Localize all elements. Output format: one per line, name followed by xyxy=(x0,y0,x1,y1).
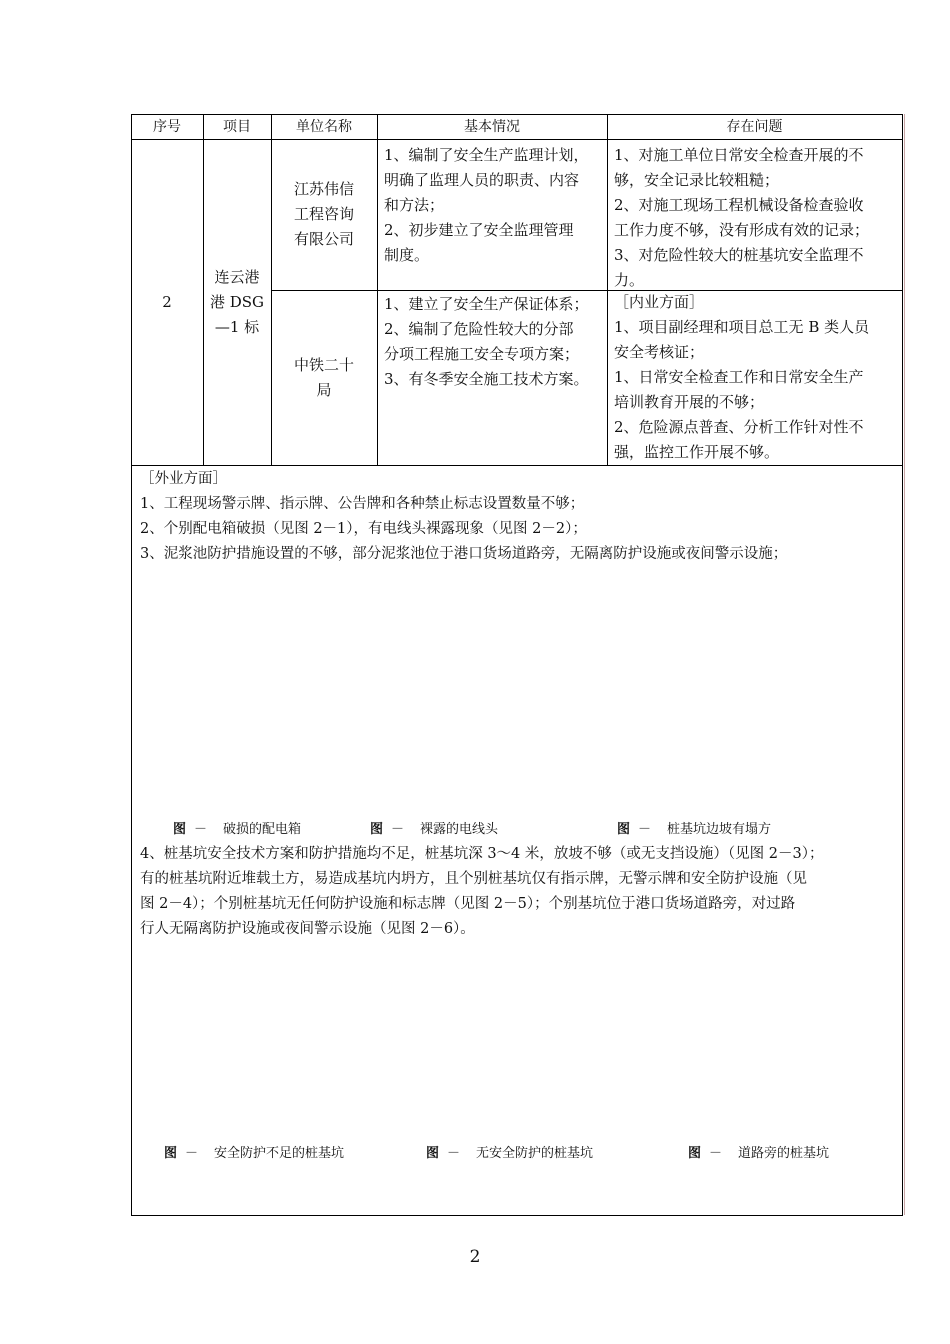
cell-issues-2: ［内业方面］ 1、项目副经理和项目总工无 B 类人员 安全考核证； 1、日常安全检查工作和日常安全生产 培训教育开展的不够； 2、危险源点普查、分析工作针对性不 强，监控工作开展不够。 xyxy=(614,293,870,461)
page-number: 2 xyxy=(469,1247,481,1267)
field-item-4-line-3: 图 2－4）；个别桩基坑无任何防护设施和标志牌（见图 2－5）；个别基坑位于港口货场道路旁，对过路 xyxy=(140,896,796,912)
field-item-2: 2、个别配电箱破损（见图 2－1），有电线头裸露现象（见图 2－2）； xyxy=(140,521,587,537)
header-seq: 序号 xyxy=(153,119,181,135)
header-issues: 存在问题 xyxy=(726,119,783,135)
field-item-1: 1、工程现场警示牌、指示牌、公告牌和各种禁止标志设置数量不够； xyxy=(140,496,585,512)
cell-basic-2: 1、建立了安全生产保证体系； 2、编制了危险性较大的分部 分项工程施工安全专项方案； 3、有冬季安全施工技术方案。 xyxy=(384,295,589,388)
figure-caption-2-4: 图 － 安全防护不足的桩基坑 xyxy=(164,1146,345,1161)
cell-seq: 2 xyxy=(162,292,172,311)
header-basic-situation: 基本情况 xyxy=(464,119,520,135)
cell-unit-name-1: 江苏伟信 工程咨询 有限公司 xyxy=(293,180,354,248)
cell-unit-name-2: 中铁二十 局 xyxy=(293,355,354,399)
cell-project: 连云港 港 DSG —1 标 xyxy=(209,267,265,336)
figure-caption-2-5: 图 － 无安全防护的桩基坑 xyxy=(426,1146,594,1161)
figure-caption-2-1: 图 － 破损的配电箱 xyxy=(173,822,302,837)
cell-basic-1: 1、编制了安全生产监理计划， 明确了监理人员的职责、内容 和方法； 2、初步建立了安全监理管理 制度。 xyxy=(384,146,589,264)
figure-caption-2-3: 图 － 桩基坑边坡有塌方 xyxy=(617,822,772,837)
header-unit-name: 单位名称 xyxy=(296,119,352,135)
field-item-3: 3、泥浆池防护措施设置的不够，部分泥浆池位于港口货场道路旁，无隔离防护设施或夜间警示设施； xyxy=(140,546,788,562)
cell-issues-1: 1、对施工单位日常安全检查开展的不 够，安全记录比较粗糙； 2、对施工现场工程机械设备检查验收 工作力度不够，没有形成有效的记录； 3、对危险性较大的桩基坑安全监理不 力。 xyxy=(614,146,870,289)
figure-caption-2-2: 图 － 裸露的电线头 xyxy=(370,822,499,837)
figure-caption-2-6: 图 － 道路旁的桩基坑 xyxy=(688,1146,830,1161)
field-item-4-line-1: 4、桩基坑安全技术方案和防护措施均不足，桩基坑深 3～4 米，放坡不够（或无支挡设施）（见图 2－3）； xyxy=(140,846,824,862)
field-item-4-line-4: 行人无隔离防护设施或夜间警示设施（见图 2－6）。 xyxy=(140,921,475,937)
field-item-4-line-2: 有的桩基坑附近堆载土方，易造成基坑内坍方，且个别桩基坑仅有指示牌，无警示牌和安全防护设施（见 xyxy=(140,871,807,887)
field-heading: ［外业方面］ xyxy=(140,471,227,487)
header-project: 项目 xyxy=(223,119,251,135)
